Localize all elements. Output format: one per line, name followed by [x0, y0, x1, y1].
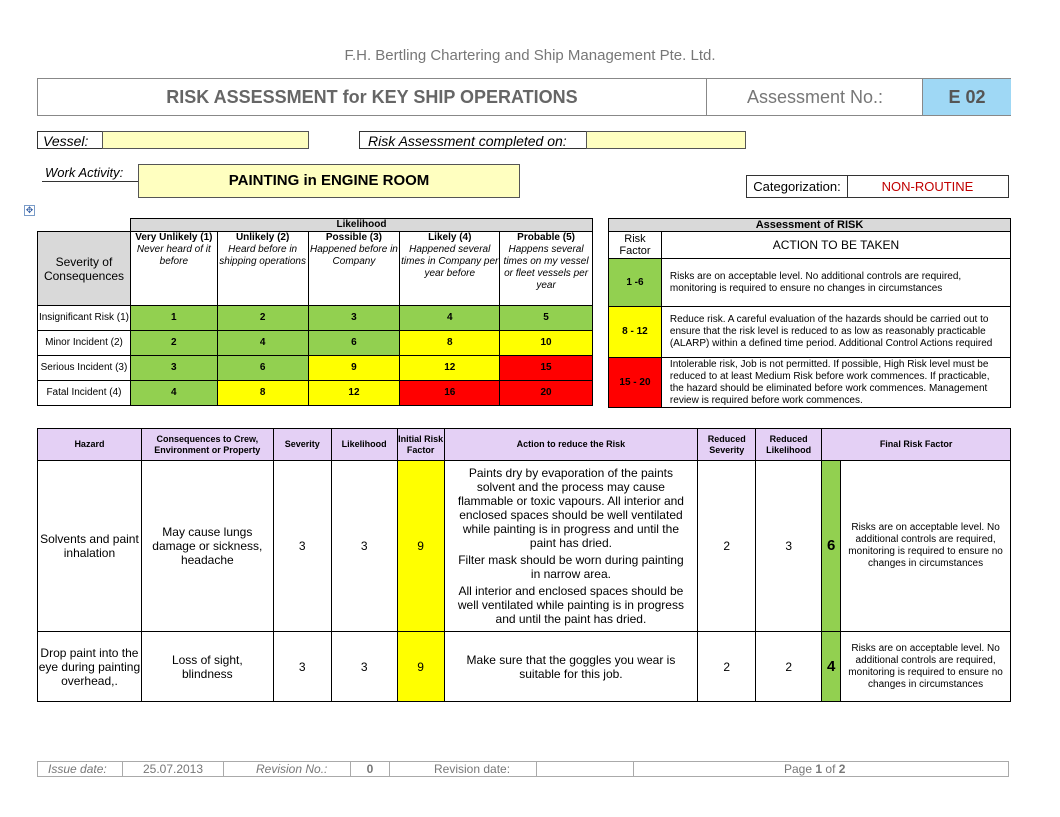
risk-action-text: Intolerable risk, Job is not permitted. If possible, High Risk level must be reduced to at least Medium Risk before work commences. If practicable, the hazard should be eliminated before work commences. Management review is required before work commences.	[661, 358, 1010, 408]
vessel-label: Vessel:	[43, 133, 89, 149]
likelihood-cell: 3	[331, 461, 397, 632]
matrix-row	[38, 306, 593, 331]
reduced-likelihood-cell: 2	[756, 632, 822, 702]
action-paragraph: All interior and enclosed spaces should be well ventilated while painting is in progress and until the paint has dried.	[457, 584, 684, 626]
hazard-column-header: Severity	[273, 429, 331, 461]
revision-no-label: Revision No.:	[256, 762, 328, 776]
vessel-row	[37, 131, 309, 149]
reduced-likelihood-cell: 3	[756, 461, 822, 632]
reduced-severity-cell: 2	[698, 461, 756, 632]
severity-row-label: Minor Incident (2)	[38, 331, 131, 356]
risk-factor-range: 15 - 20	[609, 358, 662, 408]
matrix-cell: 6	[308, 331, 400, 356]
assessment-no-label: Assessment No.:	[706, 79, 923, 115]
initial-risk-cell: 9	[397, 632, 444, 702]
work-activity-label: Work Activity:	[45, 165, 124, 180]
final-risk-text: Risks are on acceptable level. No additional controls are required, monitoring is required to ensure no changes in circumstances	[841, 632, 1011, 702]
risk-factor-range: 8 - 12	[609, 307, 662, 358]
severity-cell: 3	[273, 461, 331, 632]
final-risk-value: 4	[822, 632, 841, 702]
hazard-table	[37, 428, 1011, 702]
assessment-body	[609, 259, 1011, 408]
risk-matrix	[37, 218, 593, 406]
risk-factor-range: 1 -6	[609, 259, 662, 307]
hazard-column-header: Final Risk Factor	[822, 429, 1011, 461]
revision-no: 0	[350, 762, 390, 776]
matrix-cell: 2	[217, 306, 308, 331]
hazard-column-header: Reduced Severity	[698, 429, 756, 461]
work-activity-field[interactable]: PAINTING in ENGINE ROOM	[138, 164, 520, 198]
hazard-row	[38, 632, 1011, 702]
categorization-box	[746, 175, 1009, 198]
hazard-column-header: Initial Risk Factor	[397, 429, 444, 461]
severity-cell: 3	[273, 632, 331, 702]
categorization-label: Categorization:	[747, 176, 848, 197]
company-name: F.H. Bertling Chartering and Ship Management Pte. Ltd.	[344, 47, 716, 64]
document-title: RISK ASSESSMENT for KEY SHIP OPERATIONS	[166, 87, 578, 107]
matrix-row	[38, 356, 593, 381]
matrix-cell: 4	[217, 331, 308, 356]
work-activity-row	[42, 164, 520, 198]
table-move-handle-icon[interactable]: ✥	[25, 205, 34, 215]
matrix-cell: 12	[308, 381, 400, 406]
assessment-no-value[interactable]: E 02	[922, 79, 1011, 115]
matrix-cell: 1	[130, 306, 217, 331]
vessel-field[interactable]	[102, 131, 309, 149]
matrix-cell: 8	[217, 381, 308, 406]
matrix-row	[38, 331, 593, 356]
reduced-severity-cell: 2	[698, 632, 756, 702]
likelihood-column-4: Likely (4) Happened several times in Company per year before	[400, 232, 500, 306]
severity-title: Severity of Consequences	[38, 232, 131, 306]
hazard-column-header: Reduced Likelihood	[756, 429, 822, 461]
action-header: ACTION TO BE TAKEN	[661, 232, 1010, 259]
matrix-cell: 3	[308, 306, 400, 331]
action-paragraph: Paints dry by evaporation of the paints solvent and the process may cause flammable or toxic vapours. All interior and enclosed spaces should be well ventilated while painting is in progress and until the paint has dried.	[457, 466, 684, 550]
assessment-row	[609, 358, 1011, 408]
likelihood-column-1: Very Unlikely (1) Never heard of it before	[130, 232, 217, 306]
matrix-cell: 9	[308, 356, 400, 381]
issue-date-label: Issue date:	[48, 762, 107, 776]
consequence-cell: Loss of sight, blindness	[141, 632, 273, 702]
hazard-column-header: Consequences to Crew, Environment or Property	[141, 429, 273, 461]
matrix-body	[38, 306, 593, 406]
issue-date: 25.07.2013	[122, 762, 224, 776]
title-box	[37, 78, 1011, 116]
assessment-row	[609, 259, 1011, 307]
matrix-cell: 2	[130, 331, 217, 356]
matrix-cell: 4	[400, 306, 500, 331]
assessment-row	[609, 307, 1011, 358]
revision-date	[536, 762, 634, 776]
matrix-cell: 4	[130, 381, 217, 406]
matrix-cell: 15	[500, 356, 593, 381]
hazard-body	[38, 461, 1011, 702]
risk-action-text: Reduce risk. A careful evaluation of the hazards should be carried out to ensure that the risk level is reduced to as low as reasonably practicable (ALARP) within a defined time period. Additional Control Actions required	[661, 307, 1010, 358]
matrix-row	[38, 381, 593, 406]
matrix-cell: 3	[130, 356, 217, 381]
hazard-row	[38, 461, 1011, 632]
matrix-cell: 10	[500, 331, 593, 356]
likelihood-column-5: Probable (5) Happens several times on my vessel or fleet vessels per year	[500, 232, 593, 306]
likelihood-column-2: Unlikely (2) Heard before in shipping operations	[217, 232, 308, 306]
severity-row-label: Fatal Incident (4)	[38, 381, 131, 406]
categorization-value[interactable]: NON-ROUTINE	[881, 179, 974, 194]
matrix-cell: 16	[400, 381, 500, 406]
consequence-cell: May cause lungs damage or sickness, headache	[141, 461, 273, 632]
completed-label: Risk Assessment completed on:	[368, 133, 567, 149]
likelihood-column-3: Possible (3) Happened before in Company	[308, 232, 400, 306]
completed-field[interactable]	[586, 131, 746, 149]
hazard-column-header: Hazard	[38, 429, 142, 461]
matrix-cell: 8	[400, 331, 500, 356]
hazard-column-header: Likelihood	[331, 429, 397, 461]
action-cell	[444, 632, 698, 702]
severity-row-label: Serious Incident (3)	[38, 356, 131, 381]
severity-row-label: Insignificant Risk (1)	[38, 306, 131, 331]
hazard-column-header: Action to reduce the Risk	[444, 429, 698, 461]
matrix-cell: 5	[500, 306, 593, 331]
final-risk-value: 6	[822, 461, 841, 632]
final-risk-text: Risks are on acceptable level. No additional controls are required, monitoring is required to ensure no changes in circumstances	[841, 461, 1011, 632]
action-cell	[444, 461, 698, 632]
assessment-table	[608, 218, 1011, 408]
risk-action-text: Risks are on acceptable level. No additional controls are required, monitoring is required to ensure no changes in circumstances	[661, 259, 1010, 307]
hazard-header-row	[38, 429, 1011, 461]
assessment-title: Assessment of RISK	[609, 219, 1011, 232]
completed-row	[359, 131, 746, 149]
hazard-cell: Drop paint into the eye during painting overhead,.	[38, 632, 142, 702]
matrix-cell: 12	[400, 356, 500, 381]
revision-date-label: Revision date:	[434, 762, 511, 776]
matrix-cell: 20	[500, 381, 593, 406]
likelihood-cell: 3	[331, 632, 397, 702]
matrix-cell: 6	[217, 356, 308, 381]
footer	[37, 761, 1009, 777]
action-paragraph: Filter mask should be worn during painting in narrow area.	[458, 553, 684, 581]
risk-factor-header: Risk Factor	[609, 232, 662, 259]
likelihood-title: Likelihood	[130, 219, 592, 232]
initial-risk-cell: 9	[397, 461, 444, 632]
page-indicator: Page 1 of 2	[784, 762, 846, 776]
work-activity-underline	[42, 181, 138, 182]
action-paragraph: Make sure that the goggles you wear is suitable for this job.	[466, 652, 676, 681]
hazard-cell: Solvents and paint inhalation	[38, 461, 142, 632]
